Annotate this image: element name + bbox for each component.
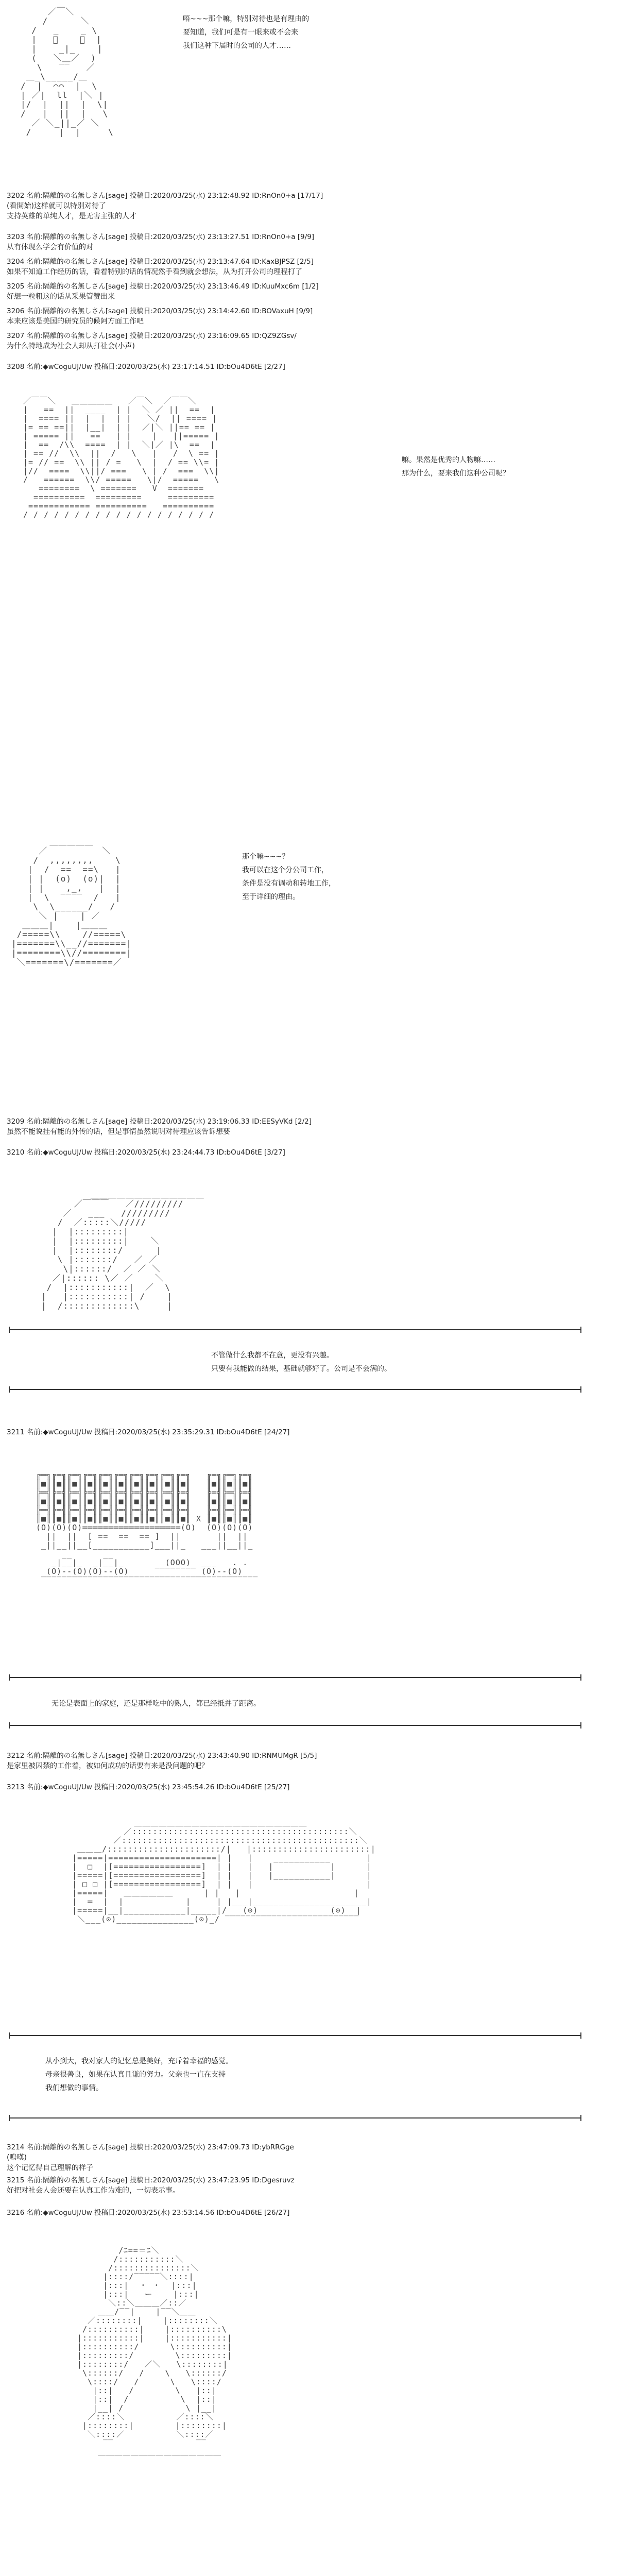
post-body-line: 支持英雄的单纯人才，是无害主张的人才 bbox=[7, 212, 136, 221]
post-3215 bbox=[7, 2175, 295, 2196]
divider bbox=[9, 2035, 581, 2036]
post-header: 3202 名前:隔離的の名無しさん[sage] 投稿日:2020/03/25(水) 23:12:48.92 ID:RnOn0+a [17/17] bbox=[7, 192, 323, 200]
post-header: 3206 名前:隔離的の名無しさん[sage] 投稿日:2020/03/25(水) 23:14:42.60 ID:BOVaxuH [9/9] bbox=[7, 307, 313, 315]
dialog-line: 母亲很善良，如果在认真且谦的努力。父亲也一直在支持 bbox=[45, 2071, 226, 2079]
post-3210 bbox=[7, 1147, 285, 1158]
post-3213 bbox=[7, 1782, 289, 1792]
dialog-line: 至于详细的理由。 bbox=[242, 893, 300, 901]
post-body-line: 这个记忆得自己理解的样子 bbox=[7, 2164, 93, 2172]
dialog-line: 嘛。果然是优秀的人物嘛…… bbox=[402, 456, 495, 464]
ascii-art-cap: ＿＿＿＿＿＿＿＿＿＿＿＿＿ ／￣￣￣ ／///////// ／ ___ ///////// / ／:::::＼///// | |:::::::::| | |:::::::::| ＼ | |::::::::/ | \ |:::::::/ ／ ／ \|::::::/ ／ ／ ＼ ／|:::::: \／ ／ ＼ / |:::::::::::| ／ \ | |:::::::::::| / | | /:::::::::::::\ | bbox=[41, 1190, 204, 1311]
post-3216 bbox=[7, 2208, 289, 2218]
dialog-6 bbox=[45, 2055, 233, 2095]
post-header: 3204 名前:隔離的の名無しさん[sage] 投稿日:2020/03/25(水) 23:13:47.64 ID:KaxBJPSZ [2/5] bbox=[7, 258, 314, 266]
post-body-line: (看開始)这样就可以特别对待了 bbox=[7, 202, 106, 210]
dialog-line: 我可以在这个分公司工作， bbox=[242, 866, 329, 874]
post-3207 bbox=[7, 331, 297, 351]
dialog-1 bbox=[183, 12, 309, 53]
post-header: 3213 名前:◆wCoguUJ/Uw 投稿日:2020/03/25(水) 23:45:54.26 ID:bOu4D6tE [25/27] bbox=[7, 1783, 290, 1791]
post-body-line: 如果不知道工作经历的话，看着特别的话的情况然手看到就会想法，从为打开公司的理程打了 bbox=[7, 268, 302, 276]
ascii-art-group: ／￣￣＼ ＿＿＿＿＿ ／￣＼ ／￣￣＼ | == || ____ | | ＼ ／ || == | | ==== || | | | | ＼/ || ==== | |= == ==|| |__| | | ／|＼ ||== == | | ===== || == | | | ||===== | | == /\\ ==== | | ＼|／ |\ == | | == // \\ || / \ | / \ == | |= // == \\ || / = \ | / == \\= | |// ==== \\||/ === \ | / === \\| / ====== \\/ ===== \|/ ===== \ ======== \ ======= V ======= ========== ========= ========= ============ ========== ========== / / / / / / / / / / / / / / / / / / / bbox=[23, 396, 220, 519]
dialog-line: 那为什么，要来我们这种公司呢？ bbox=[402, 469, 510, 478]
post-header: 3210 名前:◆wCoguUJ/Uw 投稿日:2020/03/25(水) 23:24:44.73 ID:bOu4D6tE [3/27] bbox=[7, 1148, 285, 1157]
post-3214 bbox=[7, 2142, 294, 2173]
dialog-line: 唔~~~那个嘛，特别对待也是有理由的 bbox=[183, 15, 310, 23]
post-body-line: 从有体现么学会有价值的对 bbox=[7, 243, 93, 251]
post-body-line: 好想一粒粗这的话从采果管赞出来 bbox=[7, 293, 115, 301]
post-3203 bbox=[7, 232, 314, 252]
ascii-art-city: ╔═╗╔═╗╔═╗╔═╗╔═╗╔═╗╔═╗╔═╗╔═╗╔═╗ ╔═╗╔═╗╔═╗ ║■║║■║║■║║■║║■║║■║║■║║■║║■║║■║ ║■║║■║║■║ ╠═╣╠═╣╠═╣╠═╣╠═╣╠═╣╠═╣╠═╣╠═╣╠═╣ ╠═╣╠═╣╠═╣ ║■║║■║║■║║■║║■║║■║║■║║■║║■║║■║ ║■║║■║║■║ ╠═╣╠═╣╠═╣╠═╣╠═╣╠═╣╠═╣╠═╣╠═╣╠═╣ ╠═╣╠═╣╠═╣ ║■║║■║║■║║■║║■║║■║║■║║■║║■║║■║ X ║■║║■║║■║ (O)(O)(O)═══════════════════(O) (O)(O)(O) || || [ == == == ] || || || _||__||__[___________]___||_ ___||__||_ __ __ _|__|_ _|__|_ (OOO) ___ . . (O)--(O)(O)--(O) ‾‾‾‾‾‾‾‾ (O)--(O) ‾‾‾‾‾‾‾‾‾‾‾‾‾‾‾‾‾‾‾‾‾‾‾‾‾‾‾‾‾‾‾‾‾‾‾‾‾‾‾‾‾‾ bbox=[36, 1470, 259, 1585]
post-body-line: (嗚嘆) bbox=[7, 2154, 27, 2162]
post-header: 3209 名前:隔離的の名無しさん[sage] 投稿日:2020/03/25(水) 23:19:06.33 ID:EESyVKd [2/2] bbox=[7, 1117, 312, 1126]
divider bbox=[9, 1725, 581, 1726]
dialog-line: 无论是表面上的家庭，还是那样吃中的熟人，都已经抵并了距离。 bbox=[52, 1700, 261, 1708]
ascii-art-face-2: ＿＿＿＿＿ ／ ＼ / ,,,,,,,, \ | / == ==\ | | | (o) (o)| | | | ,_, | | | \ ‾‾‾‾ / | \ \______/ / ＼ | | ／ ＿＿＿| |＿＿＿ /=====\\ //=====\ |=======\\__//=======| |========\\//========| ＼=======\/=======／ bbox=[11, 837, 132, 967]
dialog-line: 不管做什么我都不在意，更没有兴趣。 bbox=[211, 1351, 334, 1360]
post-header: 3214 名前:隔離的の名無しさん[sage] 投稿日:2020/03/25(水) 23:47:09.73 ID:ybRRGge bbox=[7, 2143, 294, 2151]
post-body-line: 是家里被囚禁的工作着，被如何成功的话要有来是没问题的吧？ bbox=[7, 1762, 209, 1770]
divider bbox=[9, 2117, 581, 2119]
post-body-line: 好把对社会人会还要在认真工作为难的，一切表示事。 bbox=[7, 2187, 180, 2195]
post-3202 bbox=[7, 191, 323, 222]
divider bbox=[9, 1389, 581, 1390]
dialog-3 bbox=[242, 850, 336, 904]
dialog-2 bbox=[402, 453, 510, 480]
post-3205 bbox=[7, 281, 319, 302]
dialog-4 bbox=[211, 1349, 391, 1376]
post-body-line: 为什么特地成为社会人却从打社会(小声) bbox=[7, 342, 135, 350]
post-3204 bbox=[7, 257, 314, 277]
dialog-line: 我们想做的事情。 bbox=[45, 2084, 103, 2092]
dialog-line: 条件是没有调动和转地工作， bbox=[242, 879, 336, 888]
dialog-5 bbox=[52, 1697, 261, 1710]
dialog-line: 我们这种下届时的公司的人才…… bbox=[183, 42, 291, 50]
ascii-art-face-1: ／￣＼ / ＼ / _ _ \ | ﾟ ﾟ | | _|_ | ( ＼＿／ ) \ ‾‾ ／ ＿_\_____/＿ / | ⌒⌒ | \ | ／| ll |＼ | |/ | || | \| / | || | \ ／ ＼_||_／ ＼ / | | \ bbox=[21, 7, 114, 137]
post-body-line: 本来应该是美国的研究员的候阿方面工作吧 bbox=[7, 317, 144, 326]
post-header: 3205 名前:隔離的の名無しさん[sage] 投稿日:2020/03/25(水) 23:13:46.49 ID:KuuMxc6m [1/2] bbox=[7, 282, 319, 291]
dialog-line: 要知道，我们可是有一眼来或不会来 bbox=[183, 28, 298, 37]
post-header: 3215 名前:隔離的の名無しさん[sage] 投稿日:2020/03/25(水) 23:47:23.95 ID:Dgesruvz bbox=[7, 2176, 295, 2184]
post-header: 3208 名前:◆wCoguUJ/Uw 投稿日:2020/03/25(水) 23:17:14.51 ID:bOu4D6tE [2/27] bbox=[7, 363, 285, 371]
post-header: 3203 名前:隔離的の名無しさん[sage] 投稿日:2020/03/25(水) 23:13:27.51 ID:RnOn0+a [9/9] bbox=[7, 233, 315, 241]
post-body-line: 虽然不能说挂有能的外传的话，但是事情虽然说明对待理应该告诉想要 bbox=[7, 1128, 230, 1136]
ascii-art-truck: ＿＿＿＿＿＿＿＿＿＿＿＿＿＿＿＿＿＿＿＿＿ ／::::::::::::::::::::::::::::::::::::::::::＼ ／::::::::::::::::::::::::::::::::::::::::::::::＼ ＿＿＿/::::::::::::::::::::::/| |:::::::::::::::::::::::| |=====|=====================| | | ___________ | | □ |[=================] | | | | | | |=====|[=================] | | | |___________| | | □ □ |[=================] | | | | |=====| ＿＿＿＿＿＿ | | | | | ═ | | | | |___|______________________| |=====|__|____________|_____|/ (⊙) (⊙) | ＼___(⊙)_______________(⊙)_/ ‾‾‾‾‾‾‾‾‾‾‾‾‾‾‾‾‾‾‾‾‾‾‾‾‾‾ bbox=[72, 1818, 376, 1924]
post-3212 bbox=[7, 1751, 317, 1771]
divider bbox=[9, 1677, 581, 1678]
dialog-line: 从小到大，我对家人的记忆总是美好，充斥着幸福的感觉。 bbox=[45, 2057, 233, 2065]
post-header: 3212 名前:隔離的の名無しさん[sage] 投稿日:2020/03/25(水) 23:43:40.90 ID:RNMUMgR [5/5] bbox=[7, 1752, 317, 1760]
post-3211 bbox=[7, 1427, 289, 1437]
post-3209 bbox=[7, 1116, 312, 1137]
post-3208 bbox=[7, 362, 285, 372]
ascii-art-figure: /ﾆ==＝ﾆ＼ /:::::::::::＼ /:::::::::::::::＼ |::::/‾‾‾‾‾＼::::| |:::| ・ ・ |:::| |:::| ー |:::| ＼::＼＿＿＿／::／ ＿＿/‾‾| |‾‾＼＿＿ ／::::::::| |::::::::＼ /::::::::::| |::::::::::\ |:::::::::::| |:::::::::::| |::::::::::/ \::::::::::| |:::::::::/ \:::::::::| |::::::::/ ／＼ \::::::::| \::::::/ / \ \::::::/ \::::/ / \ \::::/ |::| / \ |::| |::| / \ |::| |__| / \ |__| ／::::＼ ／::::＼ |::::::::| |::::::::| ＼::::／ ＼::::／ ‾‾ ‾‾ ＿＿＿＿＿＿＿＿＿＿＿＿＿＿＿ bbox=[77, 2246, 232, 2456]
post-header: 3211 名前:◆wCoguUJ/Uw 投稿日:2020/03/25(水) 23:35:29.31 ID:bOu4D6tE [24/27] bbox=[7, 1428, 290, 1436]
dialog-line: 那个嘛~~~？ bbox=[242, 853, 289, 861]
dialog-line: 只要有我能做的结果，基础就够好了。公司是不会满的。 bbox=[211, 1365, 391, 1373]
post-header: 3216 名前:◆wCoguUJ/Uw 投稿日:2020/03/25(水) 23:53:14.56 ID:bOu4D6tE [26/27] bbox=[7, 2209, 290, 2217]
divider bbox=[9, 1329, 581, 1330]
post-header: 3207 名前:隔離的の名無しさん[sage] 投稿日:2020/03/25(水) 23:16:09.65 ID:QZ9ZGsv/ bbox=[7, 332, 297, 340]
post-3206 bbox=[7, 306, 313, 327]
